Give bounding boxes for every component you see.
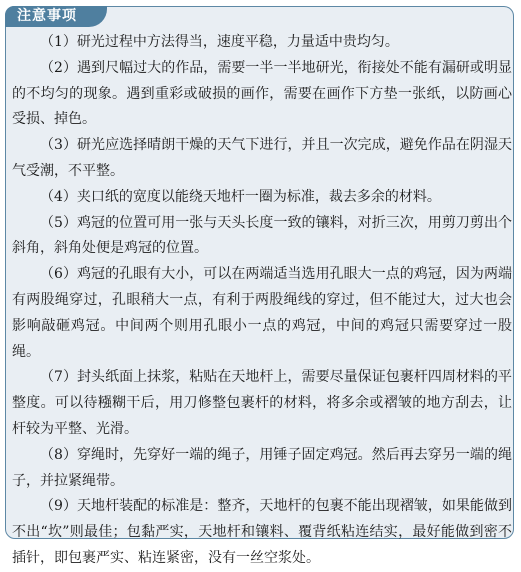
- notice-item-9: （9）天地杆装配的标准是：整齐，天地杆的包裹不能出现褶皱，如果能做到不出“坎”则最佳；包黏严实，天地杆和镶料、覆背纸粘连结实，最好能做到密不插针，即包裹严实、粘连紧密，没有一丝空浆处。: [12, 498, 512, 566]
- notice-item-6: （6）鸡冠的孔眼有大小，可以在两端适当选用孔眼大一点的鸡冠，因为两端有两股绳穿过，孔眼稍大一点，有利于两股绳线的穿过，但不能过大，过大也会影响敲砸鸡冠。中间两个则用孔眼小一点的鸡冠，中间的鸡冠只需要穿过一股绳。: [12, 266, 512, 360]
- notice-item-4: （4）夹口纸的宽度以能绕天地杆一圈为标准，裁去多余的材料。: [40, 188, 441, 205]
- notice-item-1: （1）研光过程中方法得当，速度平稳，力量适中贵均匀。: [40, 34, 399, 50]
- notice-item-3: （3）研光应选择晴朗干燥的天气下进行，并且一次完成，避免作品在阴湿天气受潮，不平整。: [12, 137, 512, 179]
- notice-body: [12, 30, 512, 572]
- notice-item-7: （7）封头纸面上抹浆，粘贴在天地杆上，需要尽量保证包裹杆四周材料的平整度。可以待糨糊干后，用刀修整包裹杆的材料，将多余或褶皱的地方刮去，让杆较为平整、光滑。: [12, 369, 512, 437]
- notice-item-2: （2）遇到尺幅过大的作品，需要一半一半地研光，衔接处不能有漏研或明显的不均匀的现象。遇到重彩或破损的画作，需要在画作下方垫一张纸，以防画心受损、掉色。: [12, 59, 512, 128]
- notice-item-5: （5）鸡冠的位置可用一张与天头长度一致的镶料，对折三次，用剪刀剪出个斜角，斜角处便是鸡冠的位置。: [12, 214, 512, 257]
- notice-title: 注意事项: [5, 6, 107, 27]
- notice-item-8: （8）穿绳时，先穿好一端的绳子，用锤子固定鸡冠。然后再去穿另一端的绳子，并拉紧绳带。: [12, 446, 512, 489]
